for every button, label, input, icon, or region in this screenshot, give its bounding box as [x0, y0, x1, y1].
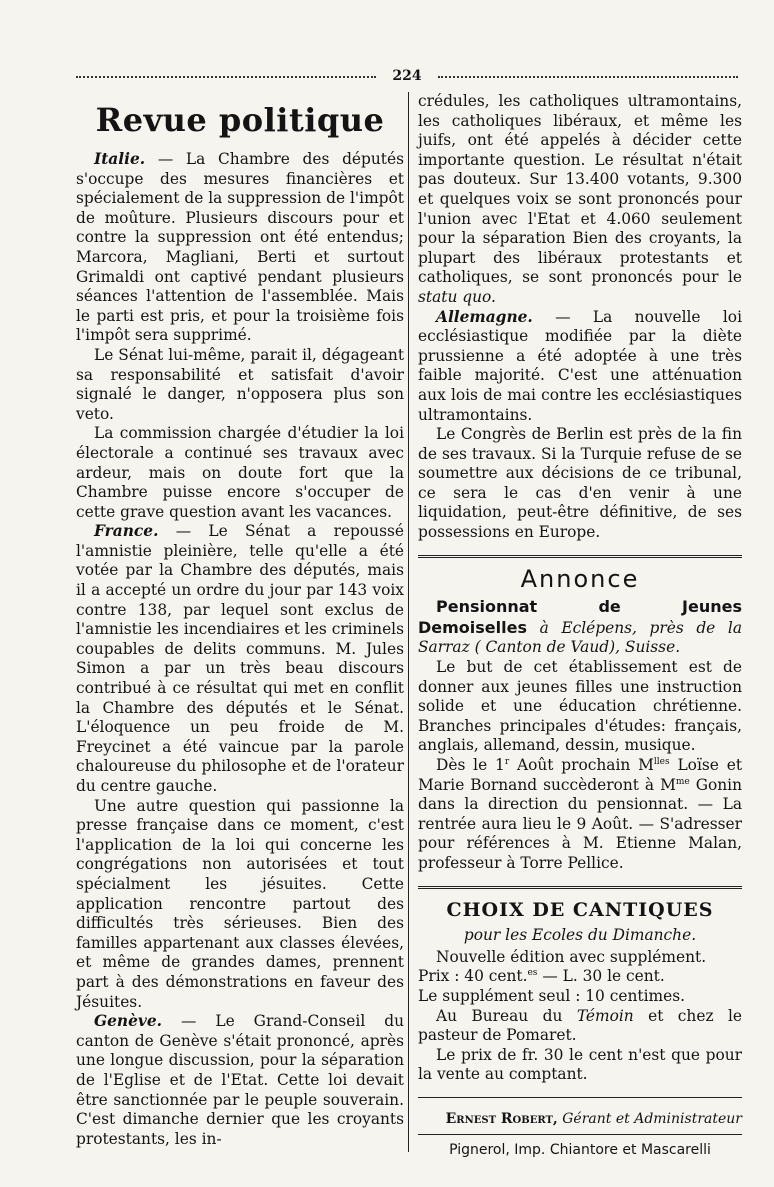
geneve-paragraph [76, 1012, 404, 1149]
pension-heading [418, 597, 742, 658]
pension-place: à Eclépens, près de la Sarraz ( Canton de Vaud), Suisse. [418, 618, 742, 657]
des-text-b: Août prochain M [509, 756, 654, 774]
choix-bureau [418, 1007, 742, 1046]
header-rule-right [438, 76, 738, 78]
senat-paragraph: Le Sénat lui-même, parait il, dégageant sa responsabilité et satisfait d'avoir signalé le danger, n'opposera plus son veto. [76, 345, 404, 423]
gerant-role: Gérant et Administrateur [557, 1110, 742, 1127]
choix-prix2: Le prix de fr. 30 le cent n'est que pour la vente au comptant. [418, 1045, 742, 1084]
pension-title: Pensionnat de Jeunes Demoiselles [418, 597, 742, 637]
congres-paragraph: Le Congrès de Berlin est près de la fin de ses travaux. Si la Turquie refuse de se soumettre aux décisions de ce tribunal, ce sera le cas d'en venir à une liquidation, peut-être définitive, de ses possessions en Europe. [418, 425, 742, 542]
des-text-a: Dès le 1 [436, 756, 505, 774]
choix-bureau-b: et chez le pasteur de Pomaret. [418, 1006, 742, 1045]
but-paragraph: Le but de cet établissement est de donner aux jeunes filles une instruction solide et une éducation chrétienne. Branches principales d'études: français, anglais, allemand, dessin, musique. [418, 658, 742, 755]
gerant-separator [418, 1097, 742, 1098]
choix-bureau-a: Au Bureau du [436, 1006, 577, 1025]
printer-separator [418, 1134, 742, 1135]
question-paragraph: Une autre question qui passionne la presse française dans ce moment, c'est l'application de la loi qui concerne les congrégations non autorisées et tout spécialment les jésuites. Cette application rencontre partout des difficultés très sérieuses. Bien des familles appartenant aux classes élevées, et même de grandes dames, prennent part à des démonstrations en faveur des Jésuites. [76, 796, 404, 1011]
choix-prix-a: Prix : 40 cent. [418, 967, 528, 986]
allemagne-label: Allemagne. [436, 307, 533, 326]
gerant-name: Ernest Robert, [445, 1110, 558, 1127]
gerant-line [418, 1110, 742, 1130]
allemagne-text: — La nouvelle loi ecclésiastique modifiée par la diète prussienne a été adoptée à une très faible majorité. C'est une atténuation aux lois de mai contre les ecclésiastiques ultramontains. [418, 307, 742, 424]
des-sup-1: r [504, 756, 510, 767]
page-header [76, 68, 738, 86]
left-column [76, 92, 404, 1149]
france-label: France. [94, 522, 159, 541]
printer-line: Pignerol, Imp. Chiantore et Mascarelli [449, 1141, 711, 1158]
des-paragraph [418, 756, 742, 874]
des-sup-3: me [675, 776, 690, 787]
italie-text: — La Chambre des députés s'occupe des mesures financières et spécialement de la suppression de l'impôt de moûture. Plusieurs discours pour et contre la suppression ont été entendus; Marcora, Magliani, Berti et surtout Grimaldi ont captivé pendant plusieurs séances l'attention de l'assemblée. Mais le parti est pris, et pour la troisième fois l'impôt sera supprimé. [76, 150, 404, 345]
page-number: 224 [392, 68, 422, 84]
geneve-label: Genève. [94, 1012, 163, 1031]
italie-label: Italie. [94, 150, 146, 168]
geneve-text: — Le Grand-Conseil du canton de Genève s'était prononcé, après une longue discussion, pour la séparation de l'Eglise et de l'Etat. Cette loi devait être sanctionnée par le peuple souverain. C'est dimanche dernier que les croyants protestants, les in- [76, 1012, 404, 1148]
commission-paragraph: La commission chargée d'étudier la loi électorale a continué ses travaux avec ardeur, mais on doute fort que la Chambre puisse encore s'occuper de cette grave question avant les vacances. [76, 424, 404, 521]
annonce-separator [418, 555, 742, 558]
choix-title: CHOIX DE CANTIQUES [446, 898, 714, 921]
choix-prix-b: — L. 30 le cent. [537, 967, 665, 986]
choix-prix-sup: es [527, 968, 538, 979]
allemagne-paragraph [418, 308, 742, 426]
france-paragraph [76, 522, 404, 796]
des-sup-2: lles [653, 756, 670, 767]
choix-separator [418, 886, 742, 889]
right-column [418, 92, 742, 1160]
choix-subtitle: pour les Ecoles du Dimanche. [463, 926, 697, 945]
choix-edition: Nouvelle édition avec supplément. [436, 947, 707, 966]
statu-quo-text: statu quo. [418, 287, 496, 306]
geneve-continued-text: crédules, les catholiques ultramontains, les catholiques libéraux, et même les juifs, ont été appelés à décider cette importante question. Le résultat n'était pas douteux. Sur 13.400 votants, 9.300 et quelques voix se sont prononcés pour l'union avec l'Etat et 4.060 seulement pour la séparation Bien des croyants, la plupart des libéraux protestants et catholiques, se sont prononcés pour le [418, 92, 742, 287]
des-text-c: Loïse et Marie Bornand succèderont à M [418, 756, 743, 794]
italie-paragraph [76, 150, 404, 346]
geneve-continued-paragraph [418, 92, 742, 308]
choix-prix [418, 967, 742, 987]
annonce-title: Annonce [520, 564, 640, 593]
choix-supplement: Le supplément seul : 10 centimes. [418, 986, 685, 1005]
des-text-d: Gonin dans la direction du pensionnat. — La rentrée aura lieu le 9 Août. — S'adresser pour références à M. Etienne Malan, professeur à Torre Pellice. [418, 775, 742, 872]
section-title: Revue politique [95, 101, 385, 139]
column-divider [408, 92, 409, 1152]
france-text: — Le Sénat a repoussé l'amnistie pleinière, telle qu'elle a été votée par la Chambre des députés, mais il a accepté un ordre du jour par 143 voix contre 138, par lequel sont exclus de l'amnistie les incendiaires et les criminels coupables de delits communs. M. Jules Simon a par un très beau discours contribué à ce résultat qui met en conflit la Chambre des députés et le Sénat. L'éloquence un peu froide de M. Freycinet a été vaincue par la parole chaloureuse du philosophe et de l'orateur du centre gauche. [76, 522, 404, 795]
choix-bureau-temoin: Témoin [576, 1006, 634, 1025]
